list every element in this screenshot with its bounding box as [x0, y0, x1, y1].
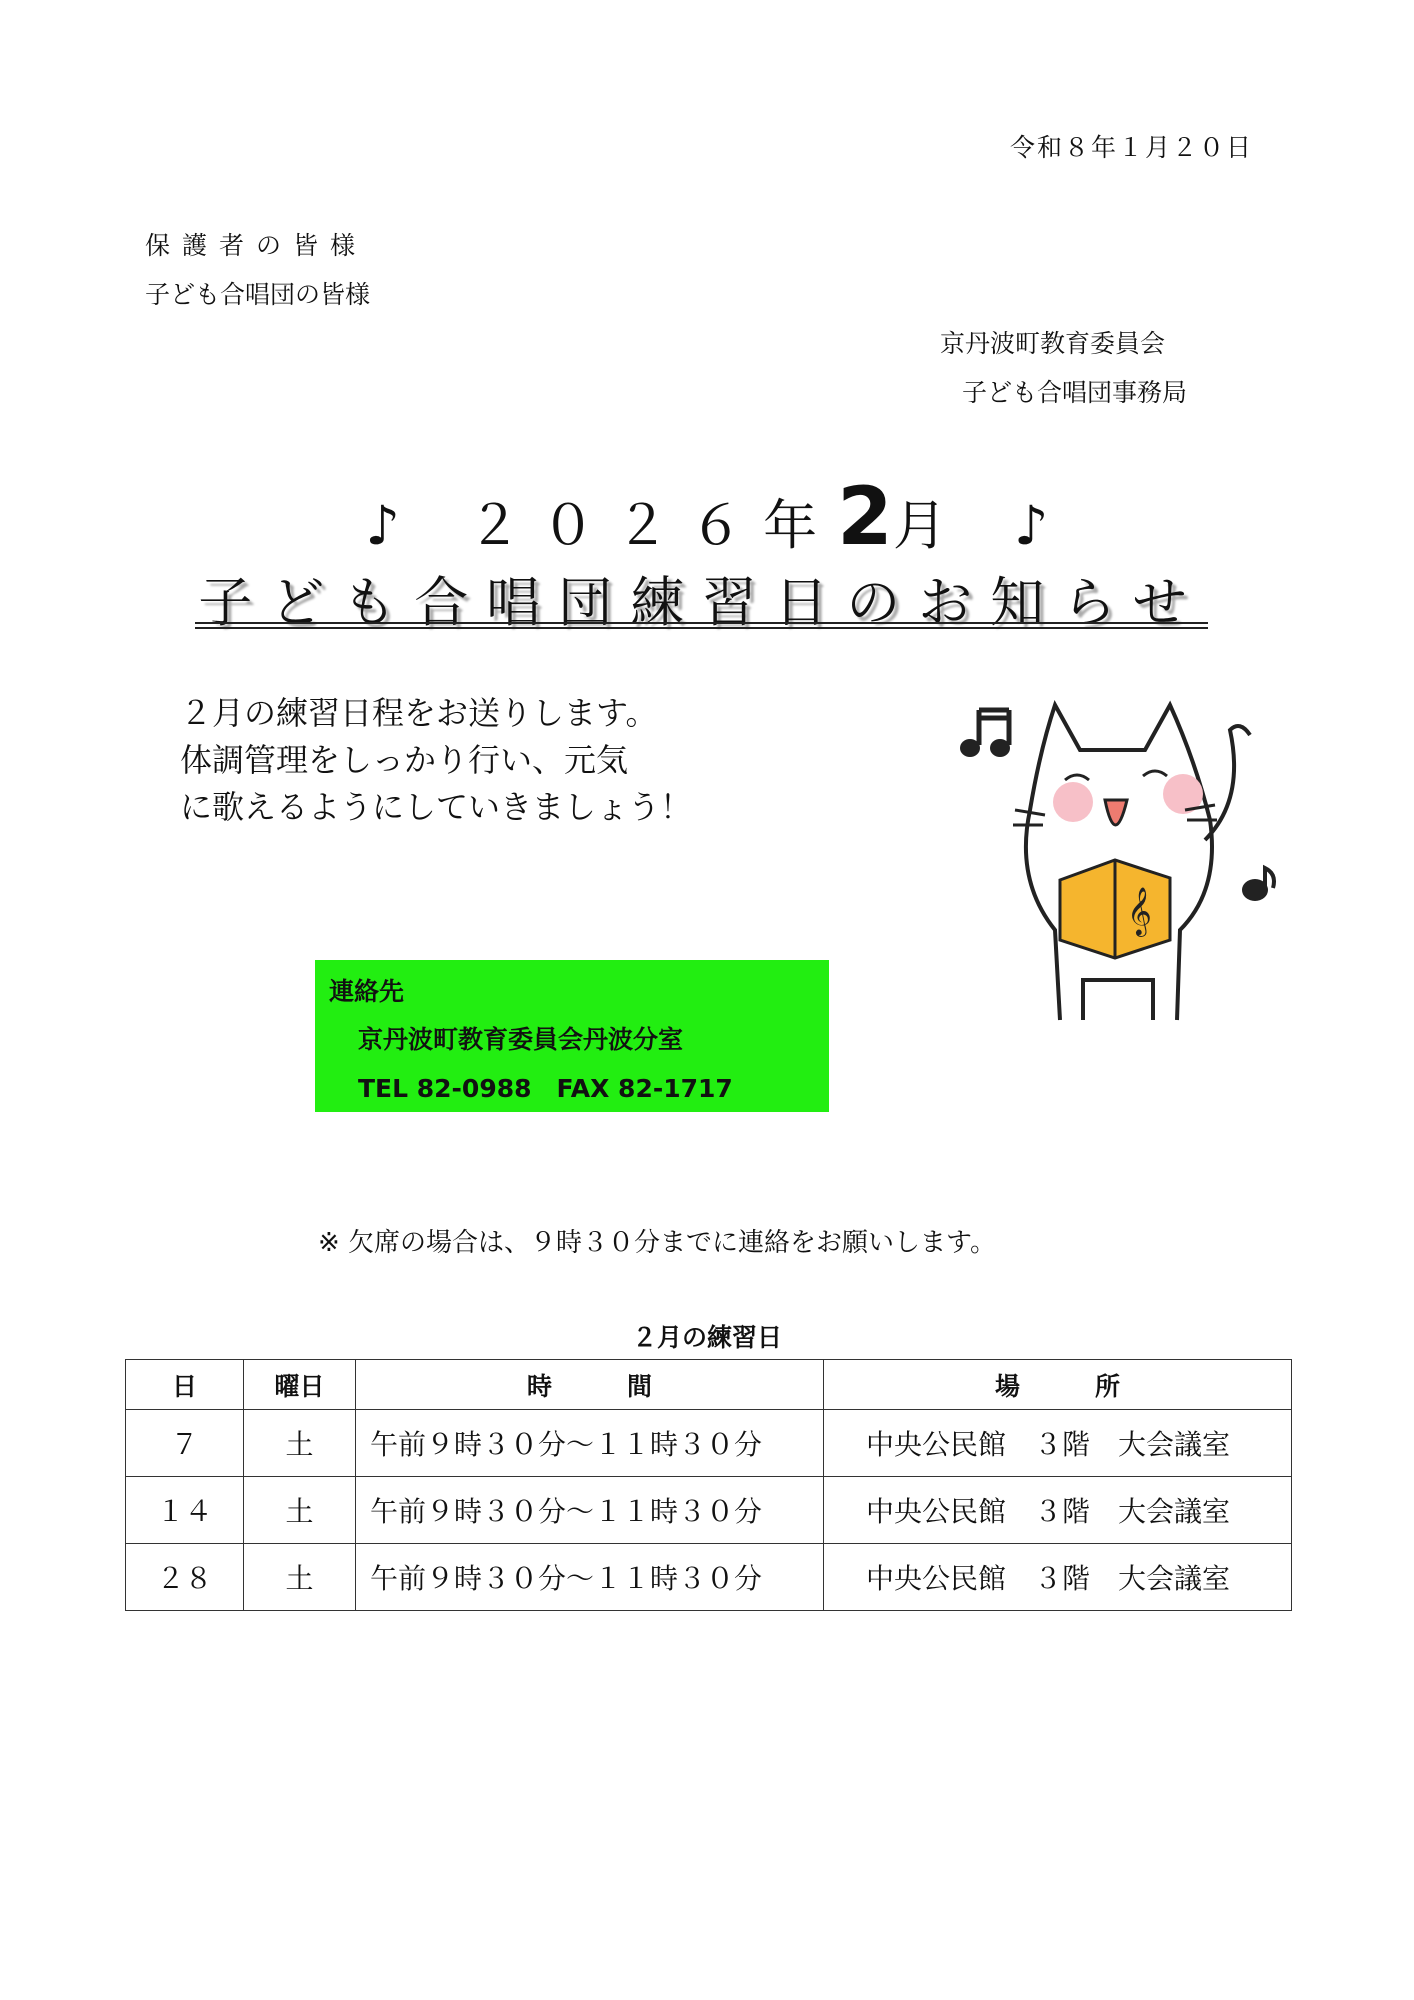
singing-cat-illustration: [955, 690, 1285, 1040]
recipient-choir-members: 子ども合唱団の皆様: [145, 280, 371, 309]
sender-office: 子ども合唱団事務局: [962, 378, 1188, 407]
cell-time: 午前９時３０分～１１時３０分: [356, 1544, 824, 1611]
schedule-title: ２月の練習日: [631, 1323, 782, 1352]
cell-day: ２８: [126, 1544, 244, 1611]
header-weekday: 曜日: [244, 1360, 356, 1410]
title-double-underline: [195, 622, 1208, 629]
cell-time: 午前９時３０分～１１時３０分: [356, 1477, 824, 1544]
page-title: 子ども合唱団練習日のお知らせ: [198, 571, 1205, 634]
header-place: 場 所: [824, 1360, 1292, 1410]
schedule-table: [125, 1359, 1292, 1611]
header-time: 時 間: [356, 1360, 824, 1410]
title-date-line: [0, 470, 1414, 563]
cell-weekday: 土: [244, 1544, 356, 1611]
intro-line: 体調管理をしっかり行い、元気: [180, 741, 629, 779]
title-month-suffix: 月: [892, 494, 947, 557]
music-note-icon: ♪: [365, 494, 400, 557]
absence-note: ※ 欠席の場合は、９時３０分までに連絡をお願いします。: [318, 1228, 996, 1258]
contact-office: 京丹波町教育委員会丹波分室: [358, 1025, 684, 1054]
title-month-number: 2: [837, 470, 893, 563]
recipient-guardians: 保護者の皆様: [145, 231, 368, 260]
intro-line: ２月の練習日程をお送りします。: [180, 694, 658, 732]
contact-phone-fax: TEL 82-0988 FAX 82-1717: [358, 1074, 733, 1103]
svg-text:𝄞: 𝄞: [1127, 886, 1152, 935]
cell-time: 午前９時３０分～１１時３０分: [356, 1410, 824, 1477]
cell-weekday: 土: [244, 1477, 356, 1544]
header-day: 日: [126, 1360, 244, 1410]
contact-heading: 連絡先: [329, 977, 405, 1006]
title-year: ２０２６年: [467, 494, 838, 557]
table-row: [126, 1477, 1292, 1544]
intro-line: に歌えるようにしていきましょう！: [180, 788, 693, 826]
document-date: 令和８年１月２０日: [1009, 133, 1253, 162]
cell-place: 中央公民館 ３階 大会議室: [824, 1544, 1292, 1611]
cell-place: 中央公民館 ３階 大会議室: [824, 1477, 1292, 1544]
music-note-icon: ♪: [1014, 494, 1049, 557]
cell-day: ７: [126, 1410, 244, 1477]
table-header-row: [126, 1360, 1292, 1410]
cell-weekday: 土: [244, 1410, 356, 1477]
cell-place: 中央公民館 ３階 大会議室: [824, 1410, 1292, 1477]
cell-day: １４: [126, 1477, 244, 1544]
table-row: [126, 1410, 1292, 1477]
contact-box: [315, 960, 829, 1112]
sender-board: 京丹波町教育委員会: [940, 329, 1166, 358]
table-row: [126, 1544, 1292, 1611]
